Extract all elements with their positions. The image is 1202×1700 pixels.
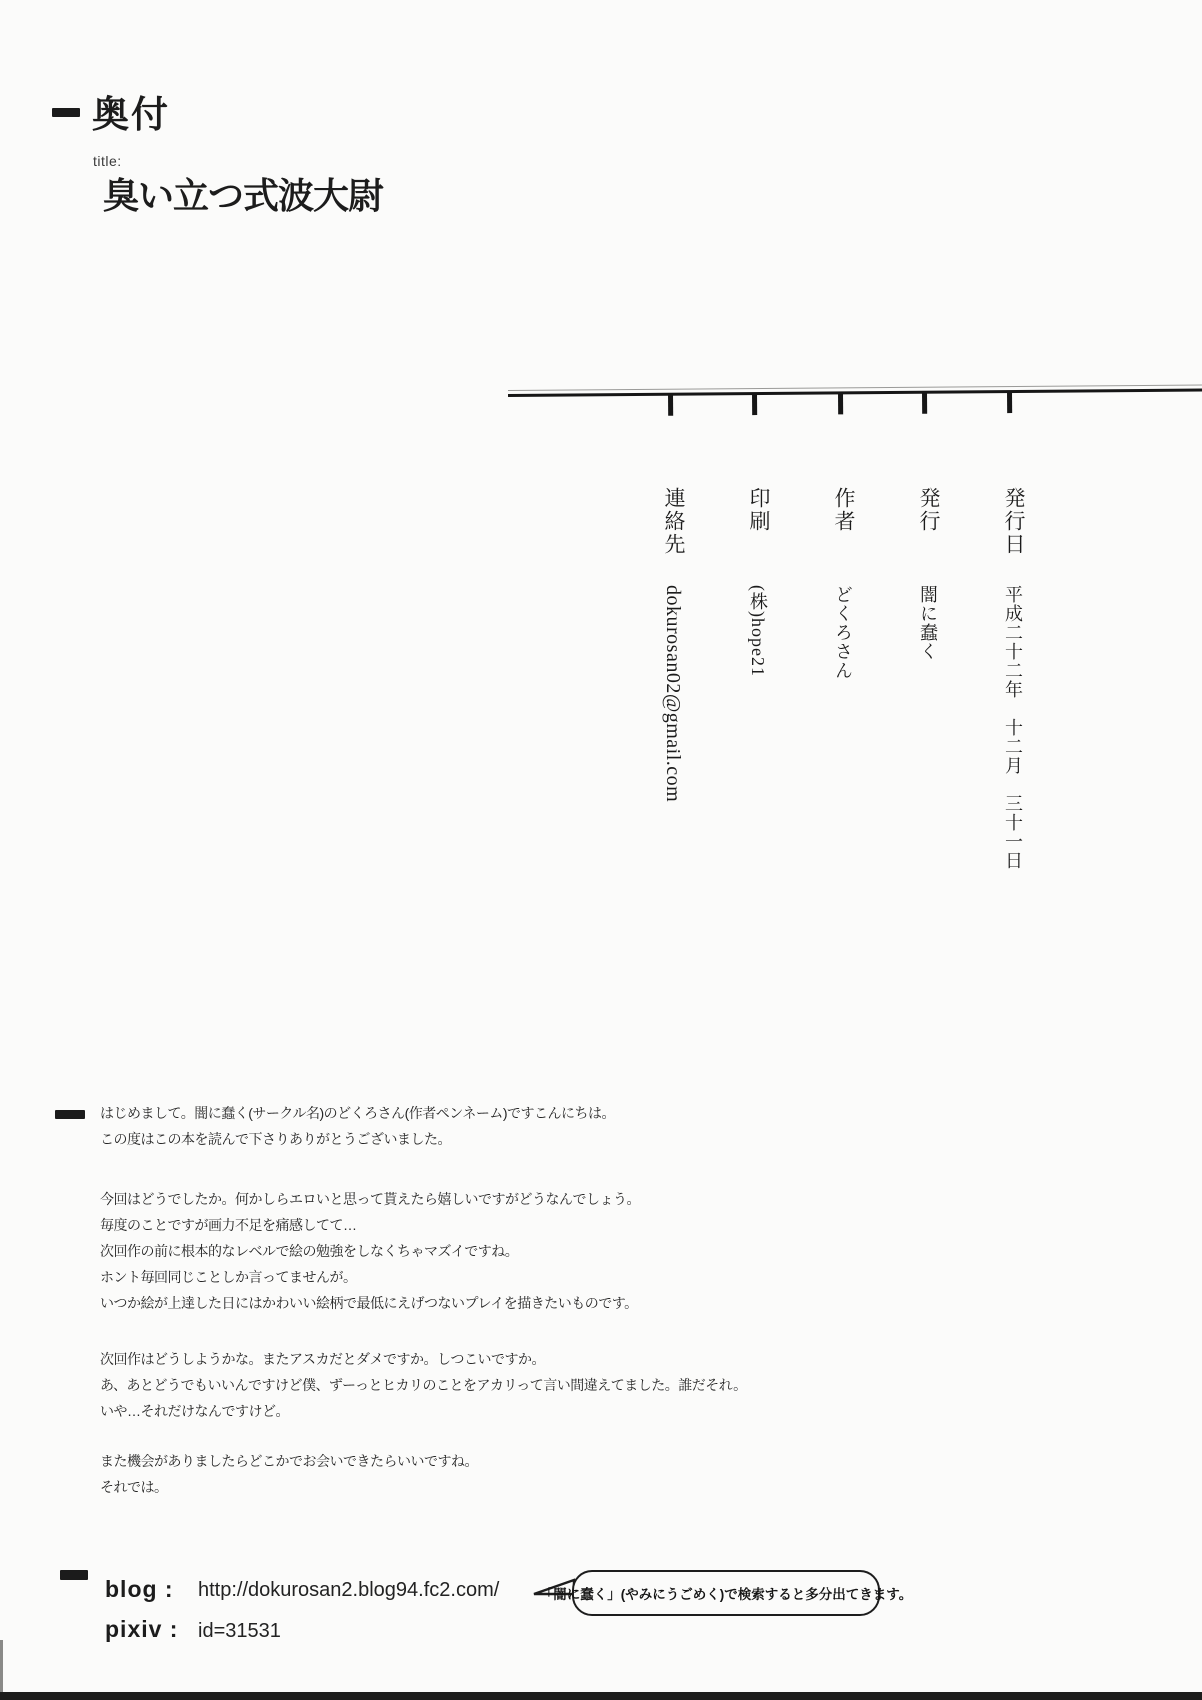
afterword-line: 次回作の前に根本的なレベルで絵の勉強をしなくちゃマズイですね。: [100, 1243, 519, 1259]
afterword-line: 今回はどうでしたか。何かしらエロいと思って貰えたら嬉しいですがどうなんでしょう。: [100, 1191, 640, 1207]
colophon-label-publisher: 発行: [917, 487, 941, 533]
column-tick: [1007, 391, 1012, 413]
colophon-value-printer: (株)hope21: [748, 585, 768, 677]
afterword-line: 毎度のことですが画力不足を痛感してて…: [100, 1217, 357, 1233]
speech-bubble: [539, 1570, 913, 1616]
colophon-value-publish-date: 平成二十二年 十二月 三十一日: [1003, 585, 1023, 870]
afterword-paragraph: [100, 1448, 840, 1500]
colophon-label-publish-date: 発行日: [1002, 487, 1026, 556]
footer-dash-mark: [60, 1570, 88, 1580]
colophon-label-author: 作者: [832, 487, 856, 533]
column-tick: [922, 392, 927, 414]
column-tick: [668, 394, 673, 416]
pixiv-id: id=31531: [198, 1620, 281, 1642]
afterword-line: はじめまして。闇に蠢く(サークル名)のどくろさん(作者ペンネーム)ですこんにちは。: [100, 1105, 616, 1121]
scan-bottom-edge: [0, 1692, 1202, 1700]
afterword-paragraph: [100, 1100, 840, 1152]
speech-bubble-text: 「闇に蠢く」(やみにうごめく)で検索すると多分出てきます。: [539, 1587, 913, 1602]
blog-url: http://dokurosan2.blog94.fc2.com/: [198, 1579, 500, 1601]
blog-label: blog :: [105, 1576, 174, 1602]
afterword-line: あ、あとどうでもいいんですけど僕、ずーっとヒカリのことをアカリって言い間違えてました。誰だそれ。: [100, 1377, 747, 1393]
title-label: title:: [93, 153, 122, 169]
colophon-label-contact: 連絡先: [662, 487, 686, 556]
colophon-label-printer: 印刷: [747, 487, 771, 533]
colophon-value-contact: dokurosan02@gmail.com: [662, 585, 684, 803]
section-dash-mark: [52, 108, 80, 117]
afterword-line: また機会がありましたらどこかでお会いできたらいいですね。: [100, 1453, 478, 1469]
section-heading: 奥付: [92, 95, 170, 136]
afterword-line: それでは。: [100, 1479, 168, 1495]
colophon-rule: [508, 385, 1202, 397]
column-tick: [752, 393, 757, 415]
afterword-dash-mark: [55, 1110, 85, 1119]
book-title: 臭い立つ式波大尉: [103, 176, 384, 216]
colophon-value-publisher: 闇に蠢く: [918, 585, 938, 661]
pixiv-label: pixiv :: [105, 1616, 179, 1642]
afterword-line: いつか絵が上達した日にはかわいい絵柄で最低にえげつないプレイを描きたいものです。: [100, 1295, 638, 1311]
afterword-line: いや…それだけなんですけど。: [100, 1403, 289, 1419]
colophon-value-author: どくろさん: [833, 585, 853, 680]
afterword-line: ホント毎回同じことしか言ってませんが。: [100, 1269, 357, 1285]
afterword-paragraph: [100, 1186, 840, 1316]
column-tick: [838, 392, 843, 414]
afterword-line: 次回作はどうしようかな。またアスカだとダメですか。しつこいですか。: [100, 1351, 545, 1367]
afterword-paragraph: [100, 1346, 840, 1424]
scan-left-edge: [0, 1640, 3, 1700]
afterword-line: この度はこの本を読んで下さりありがとうございました。: [100, 1131, 451, 1147]
